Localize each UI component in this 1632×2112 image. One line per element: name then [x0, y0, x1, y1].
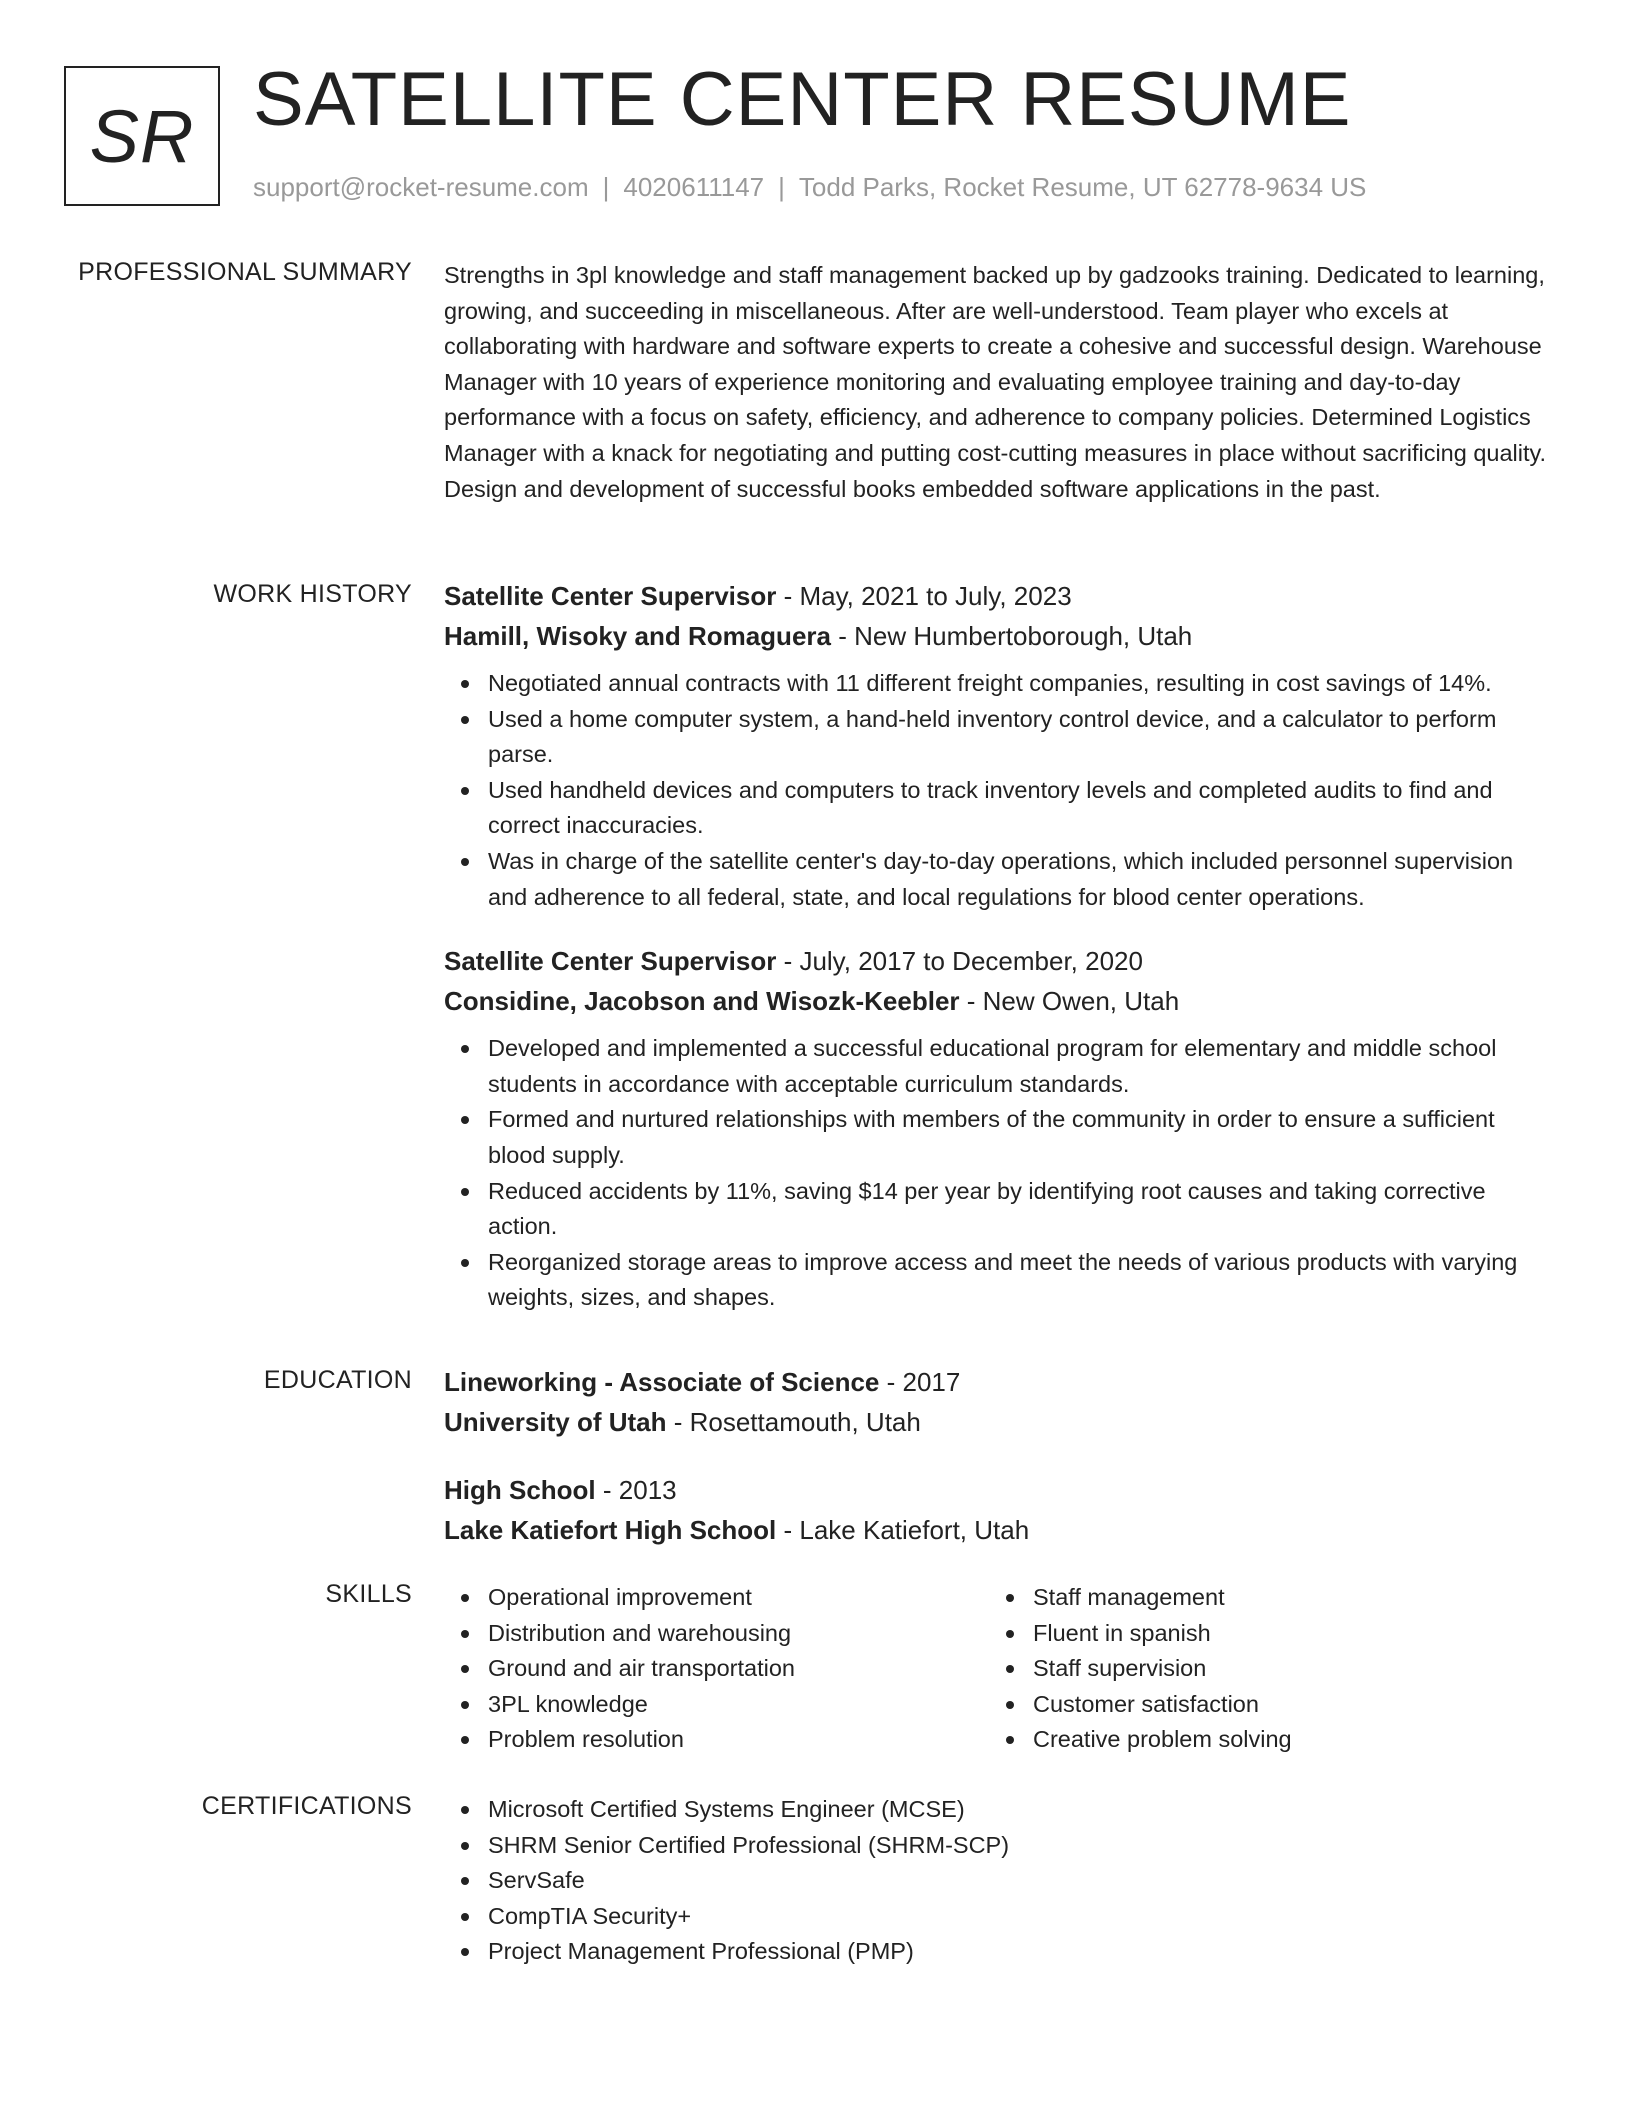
education-body — [444, 1362, 1554, 1550]
skills-body — [444, 1580, 1554, 1758]
job-company-line — [444, 616, 1554, 656]
section-heading-work-history: WORK HISTORY — [213, 580, 412, 608]
contact-line — [253, 172, 1366, 203]
education-entry — [444, 1470, 1554, 1550]
job-title-line — [444, 576, 1554, 616]
monogram-logo: SR — [64, 66, 220, 206]
section-heading-skills: SKILLS — [325, 1580, 412, 1608]
job-company: Considine, Jacobson and Wisozk-Keebler — [444, 986, 960, 1017]
job-bullet: Was in charge of the satellite center's day-to-day operations, which included personnel supervision and adherence to all federal, state, and local regulations for blood center operations. — [488, 844, 1554, 915]
job-bullet: Formed and nurtured relationships with members of the community in order to ensure a sufficient blood supply. — [488, 1102, 1554, 1173]
skill-item: Customer satisfaction — [1033, 1687, 1534, 1723]
skills-list — [989, 1580, 1534, 1758]
education-degree: High School — [444, 1475, 596, 1505]
education-school: University of Utah — [444, 1407, 667, 1437]
job-title-line — [444, 941, 1554, 981]
contact-phone: 4020611147 — [623, 172, 765, 202]
certification-item: ServSafe — [488, 1863, 1554, 1899]
job-bullet: Negotiated annual contracts with 11 different freight companies, resulting in cost savings of 14%. — [488, 666, 1554, 702]
skill-item: Problem resolution — [488, 1722, 989, 1758]
skill-item: Creative problem solving — [1033, 1722, 1534, 1758]
job-bullet: Reduced accidents by 11%, saving $14 per year by identifying root causes and taking corrective action. — [488, 1174, 1554, 1245]
job-bullets — [444, 666, 1554, 915]
skill-item: 3PL knowledge — [488, 1687, 989, 1723]
skill-item: Staff supervision — [1033, 1651, 1534, 1687]
certification-item: CompTIA Security+ — [488, 1899, 1554, 1935]
education-school-line — [444, 1510, 1554, 1550]
job-bullet: Reorganized storage areas to improve access and meet the needs of various products with varying weights, sizes, and shapes. — [488, 1245, 1554, 1316]
work-history-body — [444, 576, 1554, 1316]
certifications-body — [444, 1792, 1554, 1970]
skills-column-right — [989, 1580, 1534, 1758]
skill-item: Ground and air transportation — [488, 1651, 989, 1687]
job-dates: - May, 2021 to July, 2023 — [776, 581, 1072, 611]
certification-item: Microsoft Certified Systems Engineer (MCSE) — [488, 1792, 1554, 1828]
job-entry — [444, 576, 1554, 915]
job-bullet: Used handheld devices and computers to track inventory levels and completed audits to find and correct inaccuracies. — [488, 773, 1554, 844]
skills-list — [444, 1580, 989, 1758]
section-heading-education: EDUCATION — [263, 1366, 412, 1394]
certification-item: SHRM Senior Certified Professional (SHRM-SCP) — [488, 1828, 1554, 1864]
page-title: SATELLITE CENTER RESUME — [253, 57, 1352, 142]
education-degree-line — [444, 1470, 1554, 1510]
job-dates: - July, 2017 to December, 2020 — [776, 946, 1143, 977]
education-year: - 2013 — [595, 1475, 677, 1505]
skill-item: Operational improvement — [488, 1580, 989, 1616]
contact-separator: | — [778, 172, 785, 202]
contact-email: support@rocket-resume.com — [253, 172, 589, 202]
job-title: Satellite Center Supervisor — [444, 946, 777, 977]
job-bullets — [444, 1031, 1554, 1316]
job-location: - New Humbertoborough, Utah — [830, 621, 1193, 651]
section-heading-summary: PROFESSIONAL SUMMARY — [78, 258, 412, 286]
skills-columns — [444, 1580, 1554, 1758]
job-bullet: Used a home computer system, a hand-held inventory control device, and a calculator to perform parse. — [488, 702, 1554, 773]
job-location: - New Owen, Utah — [959, 986, 1180, 1017]
summary-text: Strengths in 3pl knowledge and staff management backed up by gadzooks training. Dedicated to learning, growing, and succeeding in miscellaneous. After are well-understood. Team player who excels at collaborating with hardware and software experts to create a cohesive and successful design. Warehouse Manager with 10 years of experience monitoring and evaluating employee training and day-to-day performance with a focus on safety, efficiency, and adherence to company policies. Determined Logistics Manager with a knack for negotiating and putting cost-cutting measures in place without sacrificing quality. Design and development of successful books embedded software applications in the past. — [444, 262, 1547, 502]
contact-separator: | — [602, 172, 610, 202]
education-school: Lake Katiefort High School — [444, 1515, 777, 1545]
job-company-line — [444, 981, 1554, 1021]
education-degree-line — [444, 1362, 1554, 1402]
skill-item: Distribution and warehousing — [488, 1616, 989, 1652]
section-heading-certifications: CERTIFICATIONS — [201, 1792, 412, 1820]
certification-item: Project Management Professional (PMP) — [488, 1934, 1554, 1970]
job-title: Satellite Center Supervisor — [444, 581, 777, 611]
skill-item: Fluent in spanish — [1033, 1616, 1534, 1652]
contact-address: Todd Parks, Rocket Resume, UT 62778-9634 US — [798, 172, 1367, 202]
education-location: - Lake Katiefort, Utah — [776, 1515, 1030, 1545]
job-bullet: Developed and implemented a successful educational program for elementary and middle school students in accordance with acceptable curriculum standards. — [488, 1031, 1554, 1102]
education-school-line — [444, 1402, 1554, 1442]
job-entry — [444, 941, 1554, 1316]
education-degree: Lineworking - Associate of Science — [444, 1367, 880, 1397]
skills-column-left — [444, 1580, 989, 1758]
certifications-list — [444, 1792, 1554, 1970]
skill-item: Staff management — [1033, 1580, 1534, 1616]
education-entry — [444, 1362, 1554, 1442]
education-location: - Rosettamouth, Utah — [666, 1407, 921, 1437]
job-company: Hamill, Wisoky and Romaguera — [444, 621, 831, 651]
education-year: - 2017 — [879, 1367, 961, 1397]
